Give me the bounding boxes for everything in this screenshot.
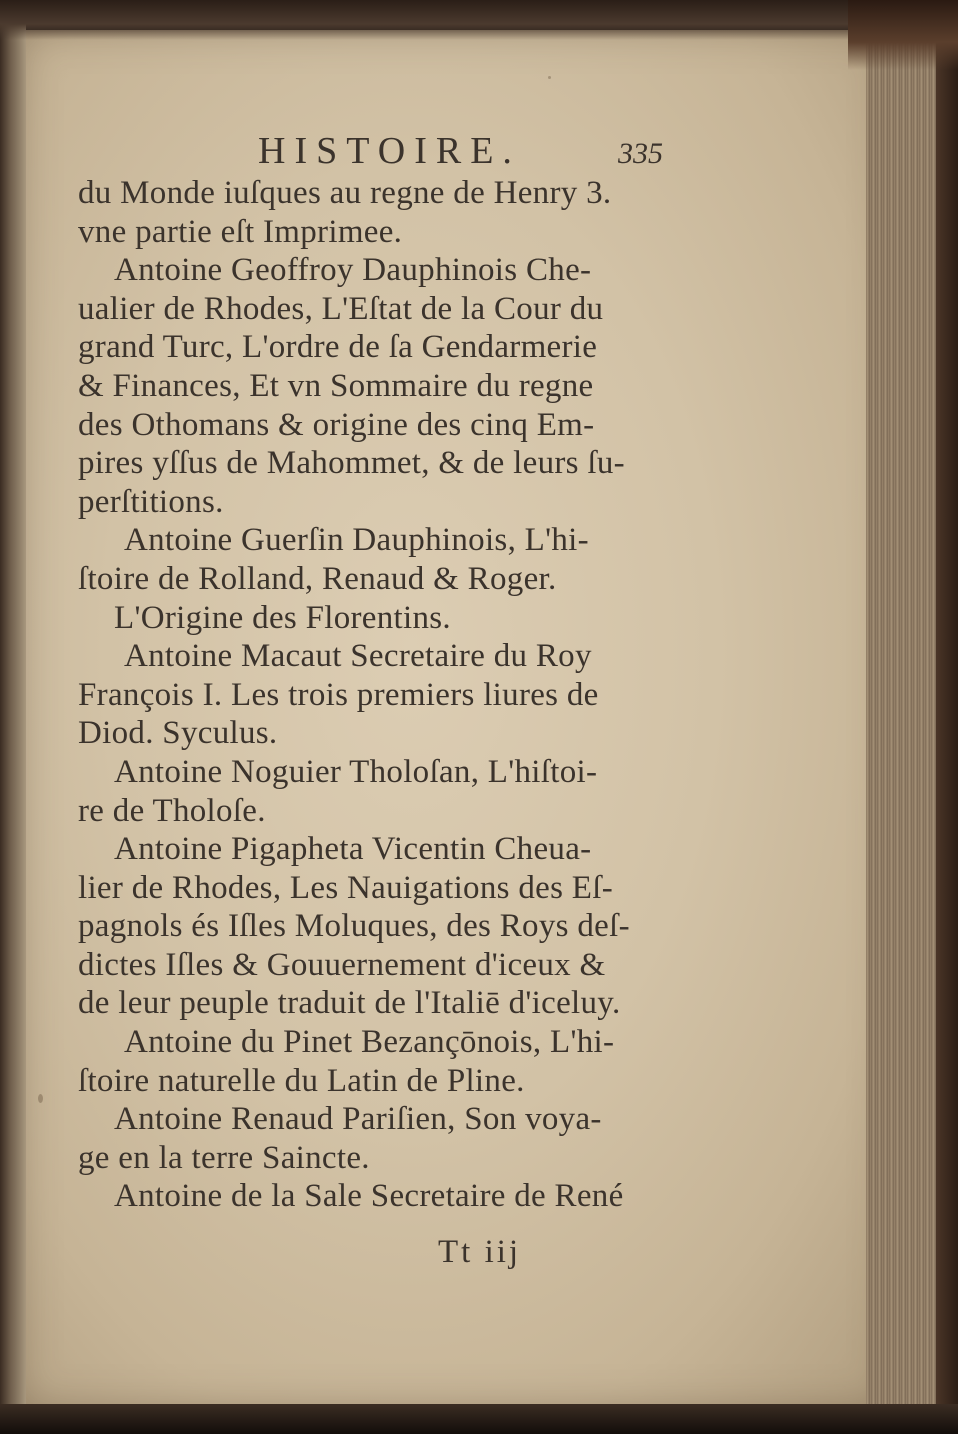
- bottom-edge: [0, 1404, 958, 1434]
- text-line: François I. Les trois premiers liures de: [78, 676, 599, 713]
- text-line: pagnols és Iſles Moluques, des Roys deſ-: [78, 908, 630, 945]
- text-line: Antoine Geoffroy Dauphinois Che-: [114, 252, 592, 289]
- text-line: vne partie eſt Imprimee.: [78, 213, 403, 250]
- text-line: ualier de Rhodes, L'Eſtat de la Cour du: [78, 290, 604, 327]
- text-line: Antoine de la Sale Secretaire de René: [114, 1178, 624, 1215]
- text-line: perſtitions.: [78, 483, 224, 520]
- text-line: Diod. Syculus.: [78, 715, 278, 752]
- text-line: ſtoire naturelle du Latin de Pline.: [78, 1062, 525, 1099]
- text-line: du Monde iuſques au regne de Henry 3.: [78, 175, 612, 211]
- text-line: Antoine Macaut Secretaire du Roy: [124, 638, 592, 675]
- text-line: ge en la terre Saincte.: [78, 1139, 370, 1176]
- text-line: Antoine du Pinet Bezançōnois, L'hi-: [124, 1024, 615, 1061]
- text-line: Antoine Noguier Tholoſan, L'hiſtoi-: [114, 753, 598, 790]
- gutter: [0, 0, 26, 1434]
- text-line: lier de Rhodes, Les Nauigations des Eſ-: [78, 869, 613, 906]
- page-number: 335: [618, 137, 663, 170]
- top-edge: [0, 0, 958, 40]
- signature-mark: Tt iij: [438, 1234, 522, 1270]
- ink-blemish: [548, 76, 551, 79]
- text-line: pires yſſus de Mahommet, & de leurs ſu-: [78, 445, 625, 482]
- text-line: Antoine Guerſin Dauphinois, L'hi-: [124, 522, 589, 559]
- text-line: de leur peuple traduit de l'Italiē d'iceluy.: [78, 985, 621, 1022]
- running-head: [78, 128, 688, 174]
- page-text: [78, 128, 688, 1216]
- text-line: ſtoire de Rolland, Renaud & Roger.: [78, 560, 557, 597]
- text-line: L'Origine des Florentins.: [114, 599, 451, 636]
- text-line: & Finances, Et vn Sommaire du regne: [78, 367, 594, 404]
- text-line: grand Turc, L'ordre de ſa Gendarmerie: [78, 329, 598, 366]
- running-title: HISTOIRE.: [258, 130, 521, 172]
- text-line: Antoine Pigapheta Vicentin Cheua-: [114, 831, 592, 868]
- text-line: des Othomans & origine des cinq Em-: [78, 406, 595, 443]
- ink-blemish: [38, 1094, 43, 1103]
- book-cover-edge: [936, 0, 958, 1434]
- text-line: dictes Iſles & Gouuernement d'iceux &: [78, 946, 606, 983]
- cover-corner: [848, 0, 958, 70]
- text-line: Antoine Renaud Pariſien, Son voya-: [114, 1101, 602, 1138]
- text-line: re de Tholoſe.: [78, 792, 266, 829]
